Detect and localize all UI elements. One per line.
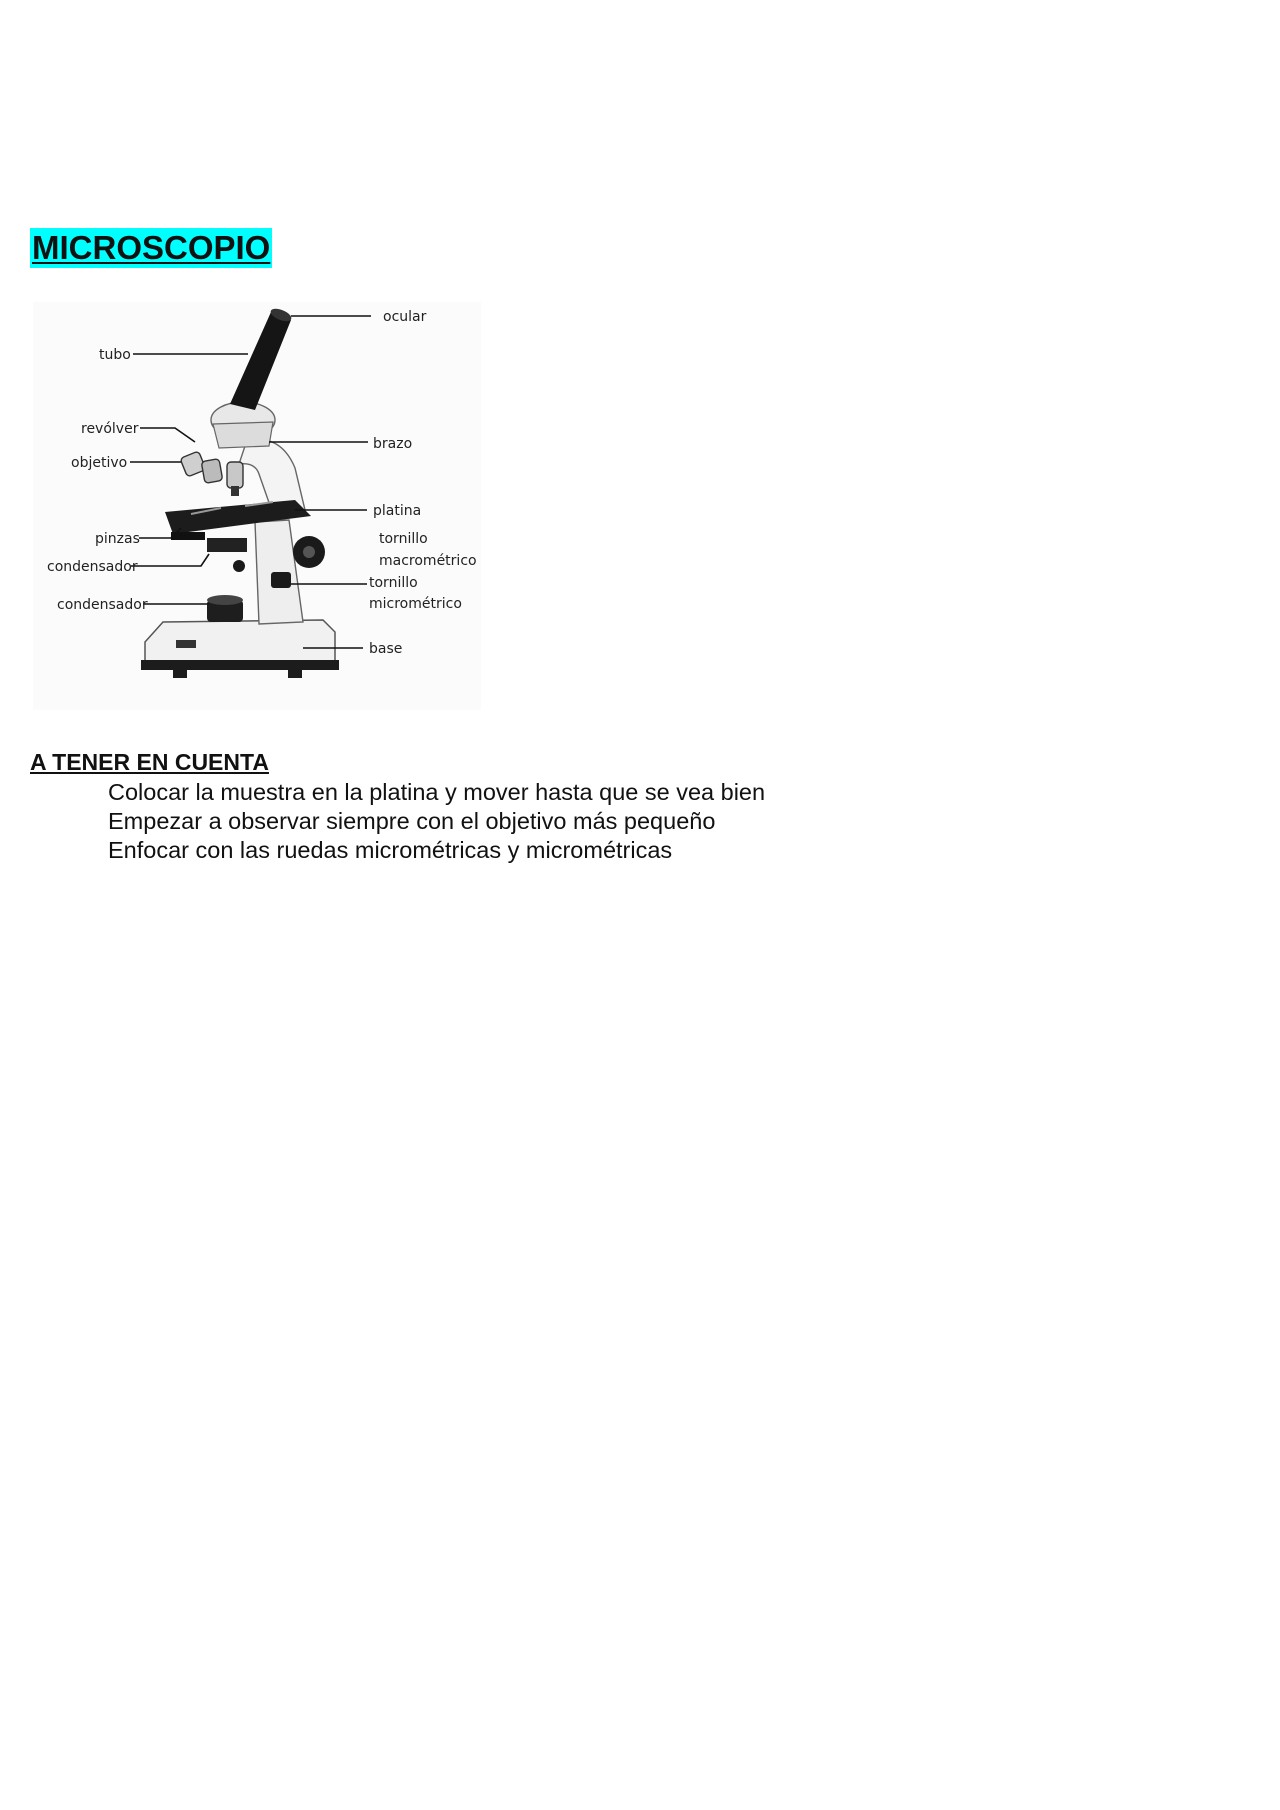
microscope-base bbox=[145, 620, 335, 664]
tips-list bbox=[108, 778, 765, 865]
tip-item: Empezar a observar siempre con el objetivo más pequeño bbox=[108, 808, 716, 834]
condenser-knob bbox=[233, 560, 245, 572]
page-title: MICROSCOPIO bbox=[32, 229, 271, 266]
label-platina: platina bbox=[373, 503, 422, 519]
label-tornillo-macro-1: tornillo bbox=[379, 531, 428, 547]
objective-3 bbox=[227, 462, 243, 488]
objective-2 bbox=[201, 459, 223, 484]
microscope-illustration bbox=[33, 302, 481, 710]
label-pinzas: pinzas bbox=[95, 531, 140, 547]
tip-item: Enfocar con las ruedas micrométricas y micrométricas bbox=[108, 837, 673, 863]
section-heading: A TENER EN CUENTA bbox=[30, 749, 269, 775]
base-switch bbox=[176, 640, 196, 648]
fine-knob bbox=[271, 572, 291, 588]
base-foot-right bbox=[288, 668, 302, 678]
label-tornillo-macro-2: macrométrico bbox=[379, 553, 477, 569]
stage-condenser bbox=[207, 538, 247, 552]
label-condensador-2: condensador bbox=[57, 597, 148, 613]
label-ocular: ocular bbox=[383, 309, 427, 325]
label-base: base bbox=[369, 641, 403, 657]
label-objetivo: objetivo bbox=[71, 455, 128, 471]
label-tubo: tubo bbox=[99, 347, 131, 363]
label-revolver: revólver bbox=[81, 421, 139, 437]
label-brazo: brazo bbox=[373, 436, 413, 452]
label-tornillo-micro-2: micrométrico bbox=[369, 596, 462, 612]
tip-item: Colocar la muestra en la platina y mover hasta que se vea bien bbox=[108, 779, 766, 805]
objective-lens bbox=[231, 486, 239, 496]
coarse-knob-center bbox=[303, 546, 315, 558]
lamp-top bbox=[207, 595, 243, 605]
label-condensador-1: condensador bbox=[47, 559, 138, 575]
label-tornillo-micro-1: tornillo bbox=[369, 575, 418, 591]
revolver-nosepiece bbox=[213, 422, 273, 448]
microscope-diagram bbox=[33, 302, 481, 710]
base-foot bbox=[141, 660, 339, 670]
base-foot-left bbox=[173, 668, 187, 678]
